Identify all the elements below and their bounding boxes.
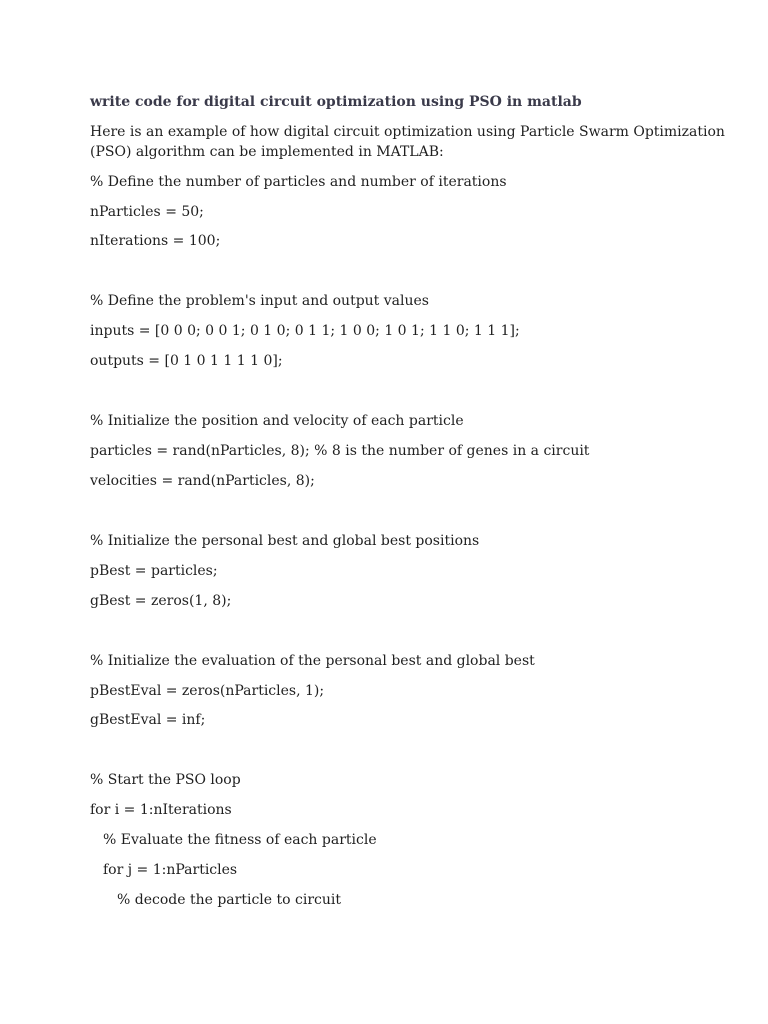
code-line: nParticles = 50; bbox=[90, 204, 204, 220]
code-comment: % Define the number of particles and number of iterations bbox=[90, 174, 507, 190]
code-comment: % Initialize the evaluation of the personal best and global best bbox=[90, 653, 535, 669]
code-line: pBest = particles; bbox=[90, 563, 218, 579]
code-comment: % Initialize the personal best and global best positions bbox=[90, 533, 480, 549]
code-comment: % Start the PSO loop bbox=[90, 772, 241, 788]
code-comment: % decode the particle to circuit bbox=[117, 892, 341, 908]
code-line: velocities = rand(nParticles, 8); bbox=[90, 473, 315, 489]
code-line: nIterations = 100; bbox=[90, 233, 221, 249]
code-line: gBestEval = inf; bbox=[90, 712, 206, 728]
code-comment: % Initialize the position and velocity of each particle bbox=[90, 413, 464, 429]
code-line: for j = 1:nParticles bbox=[103, 862, 238, 878]
intro-text-line-1: Here is an example of how digital circuit optimization using Particle Swarm Optimization bbox=[90, 124, 725, 140]
intro-text-line-2: (PSO) algorithm can be implemented in MATLAB: bbox=[90, 144, 444, 160]
code-line: for i = 1:nIterations bbox=[90, 802, 232, 818]
code-line: particles = rand(nParticles, 8); % 8 is the number of genes in a circuit bbox=[90, 443, 590, 459]
document-title: write code for digital circuit optimization using PSO in matlab bbox=[90, 94, 582, 110]
code-line: gBest = zeros(1, 8); bbox=[90, 593, 232, 609]
code-comment: % Evaluate the fitness of each particle bbox=[103, 832, 377, 848]
code-line: outputs = [0 1 0 1 1 1 1 0]; bbox=[90, 353, 283, 369]
code-line: inputs = [0 0 0; 0 0 1; 0 1 0; 0 1 1; 1 0 0; 1 0 1; 1 1 0; 1 1 1]; bbox=[90, 323, 520, 339]
code-line: pBestEval = zeros(nParticles, 1); bbox=[90, 683, 325, 699]
code-comment: % Define the problem's input and output values bbox=[90, 293, 429, 309]
